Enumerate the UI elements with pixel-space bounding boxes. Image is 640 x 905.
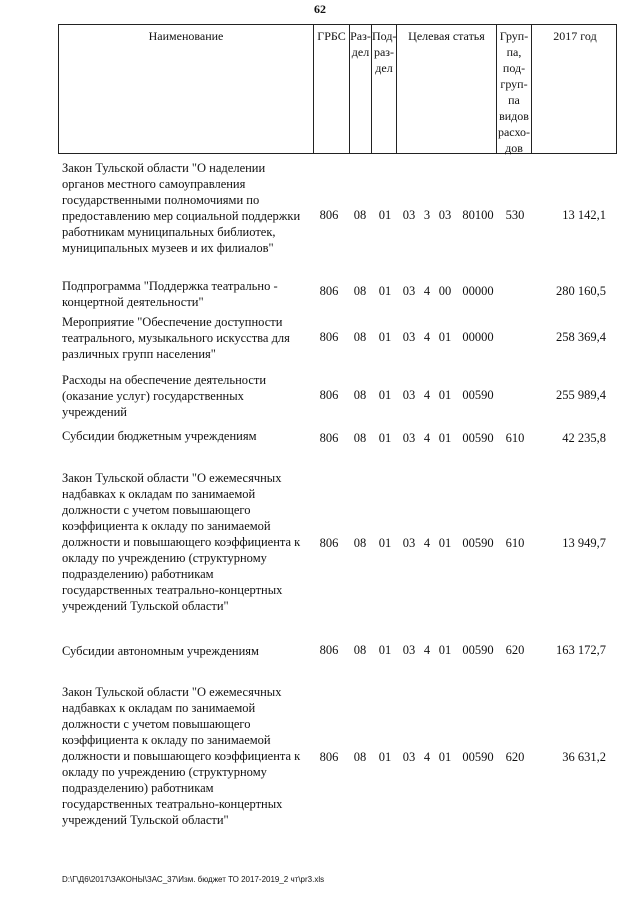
razdel-cell: 08 xyxy=(353,643,367,657)
podrazdel-cell: 01 xyxy=(378,750,392,764)
expense-type-cell: 620 xyxy=(505,750,525,764)
target-direction-cell: 00590 xyxy=(462,388,494,402)
razdel-cell: 08 xyxy=(353,208,367,222)
grbs-cell: 806 xyxy=(319,388,339,402)
target-event-cell: 01 xyxy=(438,431,452,445)
amount-cell: 36 631,2 xyxy=(562,750,606,764)
row-name: Закон Тульской области "О наделении органов местного самоуправления государственными полномочиями по предоставлению мер социальной поддержки работникам муниципальных библиотек, муниципальных музеев и их филиалов" xyxy=(62,161,301,255)
row-name: Подпрограмма "Поддержка театрально - концертной деятельности" xyxy=(62,279,278,309)
target-program-cell: 03 xyxy=(402,208,416,222)
row-name: Закон Тульской области "О ежемесячных надбавках к окладам по занимаемой должности с учетом повышающего коэффициента к окладу по занимаемой должности и повышающего коэффициента к окладу по учреждению (структурному подразделению) работникам государственных театрально-концертных учреждений Тульской области" xyxy=(62,471,301,613)
row-name: Мероприятие "Обеспечение доступности театрального, музыкального искусства для различных групп населения" xyxy=(62,315,290,361)
target-event-cell: 01 xyxy=(438,643,452,657)
grbs-cell: 806 xyxy=(319,750,339,764)
target-direction-cell: 00590 xyxy=(462,536,494,550)
target-program-cell: 03 xyxy=(402,284,416,298)
podrazdel-cell: 01 xyxy=(378,431,392,445)
target-subprogram-cell: 3 xyxy=(423,208,431,222)
razdel-cell: 08 xyxy=(353,536,367,550)
grbs-cell: 806 xyxy=(319,643,339,657)
podrazdel-cell: 01 xyxy=(378,330,392,344)
razdel-cell: 08 xyxy=(353,388,367,402)
target-direction-cell: 00590 xyxy=(462,750,494,764)
podrazdel-cell: 01 xyxy=(378,208,392,222)
header-expense-group: Груп- па, под- груп- па видов расхо- дов xyxy=(496,25,531,153)
expense-type-cell: 610 xyxy=(505,536,525,550)
podrazdel-cell: 01 xyxy=(378,536,392,550)
row-name: Закон Тульской области "О ежемесячных надбавках к окладам по занимаемой должности с учетом повышающего коэффициента к окладу по занимаемой должности и повышающего коэффициента к окладу по учреждению (структурному подразделению) работникам государственных театрально-концертных учреждений Тульской области" xyxy=(62,685,301,827)
grbs-cell: 806 xyxy=(319,208,339,222)
header-grbs: ГРБС xyxy=(313,25,349,153)
podrazdel-cell: 01 xyxy=(378,388,392,402)
amount-cell: 280 160,5 xyxy=(556,284,606,298)
target-direction-cell: 00000 xyxy=(462,284,494,298)
target-subprogram-cell: 4 xyxy=(423,330,431,344)
target-subprogram-cell: 4 xyxy=(423,431,431,445)
amount-cell: 13 949,7 xyxy=(562,536,606,550)
file-path-footer: D:\Г\Д6\2017\ЗАКОНЫ\ЗАС_37\Изм. бюджет ТО 2017-2019_2 чт\рr3.xls xyxy=(62,875,325,884)
razdel-cell: 08 xyxy=(353,750,367,764)
target-direction-cell: 00590 xyxy=(462,431,494,445)
target-subprogram-cell: 4 xyxy=(423,284,431,298)
target-event-cell: 03 xyxy=(438,208,452,222)
amount-cell: 13 142,1 xyxy=(562,208,606,222)
target-direction-cell: 00590 xyxy=(462,643,494,657)
header-year-2017: 2017 год xyxy=(531,25,618,153)
expense-type-cell: 620 xyxy=(505,643,525,657)
target-event-cell: 01 xyxy=(438,536,452,550)
row-name: Расходы на обеспечение деятельности (оказание услуг) государственных учреждений xyxy=(62,373,267,419)
header-target-article: Целевая статья xyxy=(396,25,496,153)
amount-cell: 258 369,4 xyxy=(556,330,606,344)
target-subprogram-cell: 4 xyxy=(423,750,431,764)
table-header xyxy=(58,24,617,154)
amount-cell: 255 989,4 xyxy=(556,388,606,402)
target-program-cell: 03 xyxy=(402,388,416,402)
grbs-cell: 806 xyxy=(319,431,339,445)
razdel-cell: 08 xyxy=(353,431,367,445)
grbs-cell: 806 xyxy=(319,330,339,344)
row-name: Субсидии бюджетным учреждениям xyxy=(62,429,257,443)
target-direction-cell: 00000 xyxy=(462,330,494,344)
grbs-cell: 806 xyxy=(319,536,339,550)
target-program-cell: 03 xyxy=(402,536,416,550)
target-event-cell: 00 xyxy=(438,284,452,298)
target-subprogram-cell: 4 xyxy=(423,643,431,657)
razdel-cell: 08 xyxy=(353,284,367,298)
expense-type-cell: 610 xyxy=(505,431,525,445)
target-event-cell: 01 xyxy=(438,388,452,402)
target-subprogram-cell: 4 xyxy=(423,388,431,402)
target-program-cell: 03 xyxy=(402,330,416,344)
expense-type-cell: 530 xyxy=(505,208,525,222)
header-podrazdel: Под- раз- дел xyxy=(371,25,396,153)
page-number: 62 xyxy=(314,2,326,16)
razdel-cell: 08 xyxy=(353,330,367,344)
target-subprogram-cell: 4 xyxy=(423,536,431,550)
amount-cell: 42 235,8 xyxy=(562,431,606,445)
target-direction-cell: 80100 xyxy=(462,208,494,222)
podrazdel-cell: 01 xyxy=(378,284,392,298)
target-event-cell: 01 xyxy=(438,750,452,764)
header-razdel: Раз- дел xyxy=(349,25,371,153)
target-program-cell: 03 xyxy=(402,431,416,445)
podrazdel-cell: 01 xyxy=(378,643,392,657)
grbs-cell: 806 xyxy=(319,284,339,298)
amount-cell: 163 172,7 xyxy=(556,643,606,657)
target-program-cell: 03 xyxy=(402,750,416,764)
target-event-cell: 01 xyxy=(438,330,452,344)
target-program-cell: 03 xyxy=(402,643,416,657)
row-name: Субсидии автономным учреждениям xyxy=(62,644,259,658)
header-name: Наименование xyxy=(148,29,224,43)
